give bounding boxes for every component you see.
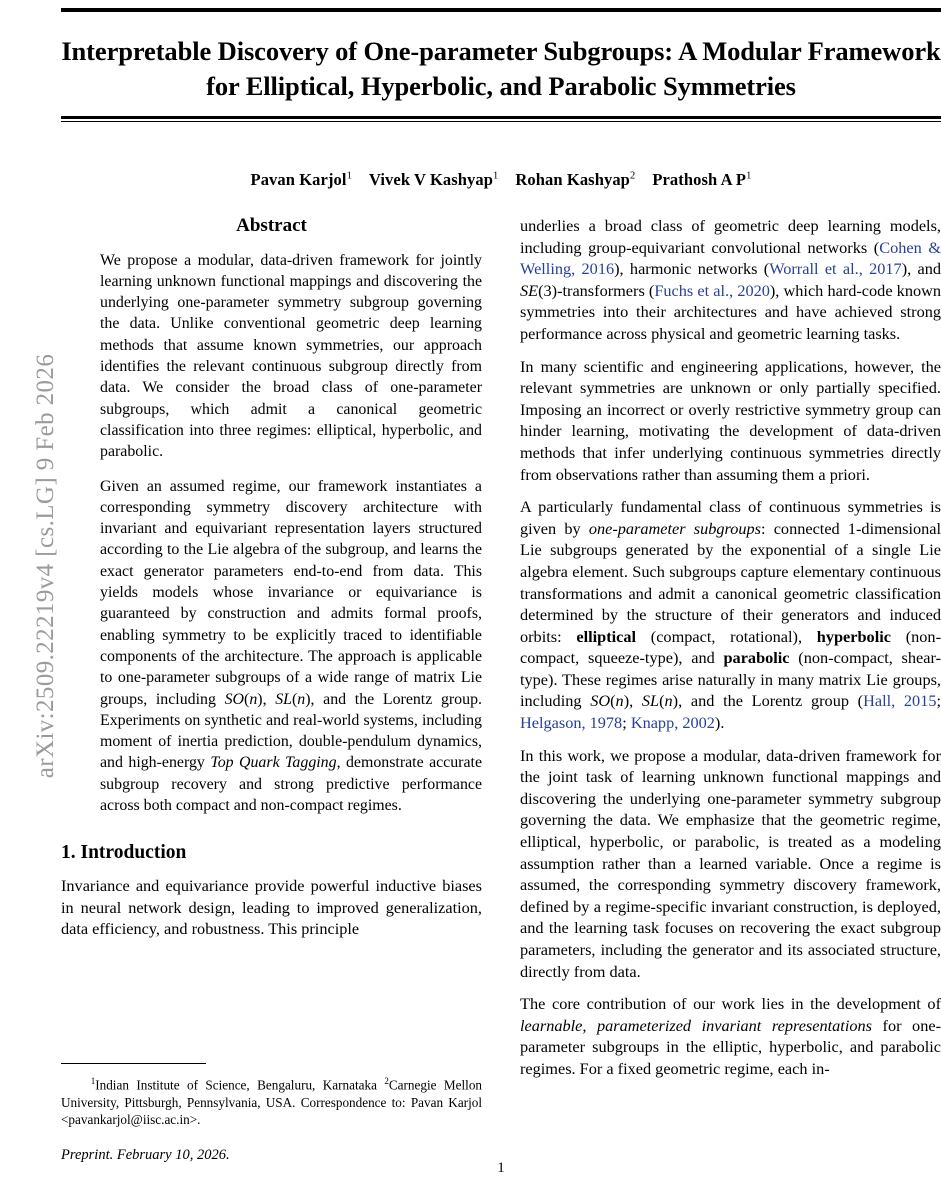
paper-page [61, 0, 941, 1200]
author-2: Rohan Kashyap$^2$ [515, 170, 636, 189]
preprint-notice: Preprint. February 10, 2026. [61, 1147, 230, 1164]
author-2-affiliation-mark: 2 [629, 170, 636, 182]
author-0-affiliation-mark: 1 [346, 170, 352, 182]
arxiv-stamp: arXiv:2509.22219v4 [cs.LG] 9 Feb 2026 [32, 353, 59, 779]
title-rule [61, 116, 941, 122]
author-3: Prathosh A $P^1$ [652, 170, 752, 189]
abstract-body [100, 250, 482, 817]
section-heading-introduction: 1. Introduction [61, 842, 187, 864]
math-se3: SE(3) [520, 280, 558, 300]
bold-parabolic: parabolic [723, 648, 790, 668]
citation-knapp[interactable]: Knapp, 2002 [630, 713, 715, 733]
emph-one-parameter-subgroups: one-parameter subgroups [588, 518, 761, 538]
math-so-n-2: SO(n) [590, 691, 630, 711]
author-1-affiliation-mark: 1 [493, 170, 499, 182]
intro-paragraph-5: The core contribution of our work lies in the development of learnable, parameterized invariant representations for one-parameter subgroups in the elliptic, hyperbolic, and parabolic regimes. For a fixed geometric regime, each in- [520, 994, 941, 1078]
bold-elliptical: elliptical [576, 626, 637, 646]
author-1: Vivek V Kashyap$^1$ [368, 170, 499, 189]
footnote-mark-1: 1 [90, 1076, 96, 1087]
citation-cohen-welling[interactable]: Cohen & Welling, 2016 [520, 237, 941, 279]
author-3-affiliation-mark: 1 [746, 170, 752, 182]
intro-paragraph-left: Invariance and equivariance provide powerful inductive biases in neural network design, leading to improved generalization, data efficiency, and robustness. This principle [61, 875, 482, 939]
intro-paragraph-2: In many scientific and engineering applications, however, the relevant symmetries are unknown or only partially specified. Imposing an incorrect or overly restrictive symmetry group can hinder learning, motivating the development of data-driven methods that infer underlying continuous symmetries directly from observations rather than assuming them a priori. [520, 356, 941, 484]
emph-learnable-representations: learnable, parameterized invariant representations [520, 1015, 872, 1035]
bold-hyperbolic: hyperbolic [816, 626, 891, 646]
page-title [61, 34, 941, 104]
emph-top-quark-tagging: Top Quark Tagging [210, 754, 337, 772]
citation-fuchs[interactable]: Fuchs et al., 2020 [654, 280, 770, 300]
author-list [61, 170, 941, 190]
citation-helgason[interactable]: Helgason, 1978 [520, 713, 623, 733]
title-line-1: Interpretable Discovery of One-parameter Subgroups: A Modular Framework [61, 36, 941, 66]
intro-paragraph-1-continued: underlies a broad class of geometric deep learning models, including group-equivariant convolutional networks (Cohen & Welling, 2016), harmonic networks (Worrall et al., 2017), and SE(3)-transformers (Fuchs et al., 2020), which hard-code known symmetries into their architectures and have achieved strong performance across physical and geometric learning tasks. [520, 216, 941, 343]
footnote-rule [61, 1063, 206, 1064]
page-number: 1 [497, 1160, 505, 1176]
intro-paragraph-3: A particularly fundamental class of continuous symmetries is given by one-parameter subgroups: connected 1-dimensional Lie subgroups generated by the exponential of a single Lie algebra element. Such subgroups capture elementary continuous transformations and admit a canonical geometric classification determined by the structure of their generators and induced orbits: elliptical (compact, rotational), hyperbolic (non-compact, squeeze-type), and parabolic (non-compact, shear-type). These regimes arise naturally in many matrix Lie groups, including SO(n), SL(n), and the Lorentz group (Hall, 2015; Helgason, 1978; Knapp, 2002). [520, 497, 941, 733]
abstract-paragraph-2: Given an assumed regime, our framework instantiates a corresponding symmetry discovery architecture with invariant and equivariant representation layers structured according to the Lie algebra of the subgroup, and learns the exact generator parameters end-to-end from data. This yields models whose invariance or equivariance is guaranteed by construction and admits formal proofs, enabling symmetry to be explicitly traced to identifiable components of the architecture. The approach is applicable to one-parameter subgroups of a wide range of matrix Lie groups, including SO(n), SL(n), and the Lorentz group. Experiments on synthetic and real-world systems, including moment of inertia prediction, double-pendulum dynamics, and high-energy Top Quark Tagging, demonstrate accurate subgroup recovery and strong predictive performance across both compact and non-compact regimes. [100, 477, 482, 815]
title-line-2: for Elliptical, Hyperbolic, and Parabolic Symmetries [206, 71, 796, 101]
footnote-mark-2: 2 [384, 1076, 389, 1087]
math-sl-n-2: SL(n) [641, 691, 679, 711]
footnote-affiliations: $^1$Indian Institute of Science, Bengaluru, Karnataka $^2$Carnegie Mellon University, Pittsburgh, Pennsylvania, USA. Correspondence to: Pavan Karjol <pavankarjol@iisc.ac.in>. [61, 1076, 483, 1127]
abstract-heading: Abstract [236, 215, 307, 236]
abstract-paragraph-1: We propose a modular, data-driven framework for jointly learning unknown functional mappings and discovering the underlying one-parameter symmetry subgroup governing the data. Unlike conventional geometric deep learning methods that assume known symmetries, our approach identifies the relevant continuous subgroup directly from data. We consider the broad class of one-parameter subgroups, which admit a canonical geometric classification into three regimes: elliptical, hyperbolic, and parabolic. [100, 251, 482, 461]
math-so-n: SO(n) [224, 690, 263, 708]
top-rule [61, 8, 941, 12]
math-sl-n: SL(n) [275, 690, 311, 708]
left-column [61, 215, 482, 1091]
right-column [520, 215, 941, 1091]
citation-hall[interactable]: Hall, 2015 [863, 691, 937, 711]
intro-paragraph-4: In this work, we propose a modular, data-driven framework for the joint task of learning unknown functional mappings and discovering the underlying one-parameter symmetry subgroup governing the data. We emphasize that the geometric regime, elliptical, hyperbolic, or parabolic, is treated as a modeling assumption rather than a learned variable. Once a regime is assumed, the corresponding symmetry discovery framework, defined by a regime-specific invariant construction, is deployed, and the learning task focuses on recovering the exact subgroup parameters, including the generator and its associated structure, directly from data. [520, 745, 941, 981]
footnote-block [61, 1063, 482, 1164]
citation-worrall[interactable]: Worrall et al., 2017 [769, 259, 902, 279]
two-column-body [61, 215, 941, 1091]
author-0: Pavan Karjol$^1$ [250, 170, 352, 189]
